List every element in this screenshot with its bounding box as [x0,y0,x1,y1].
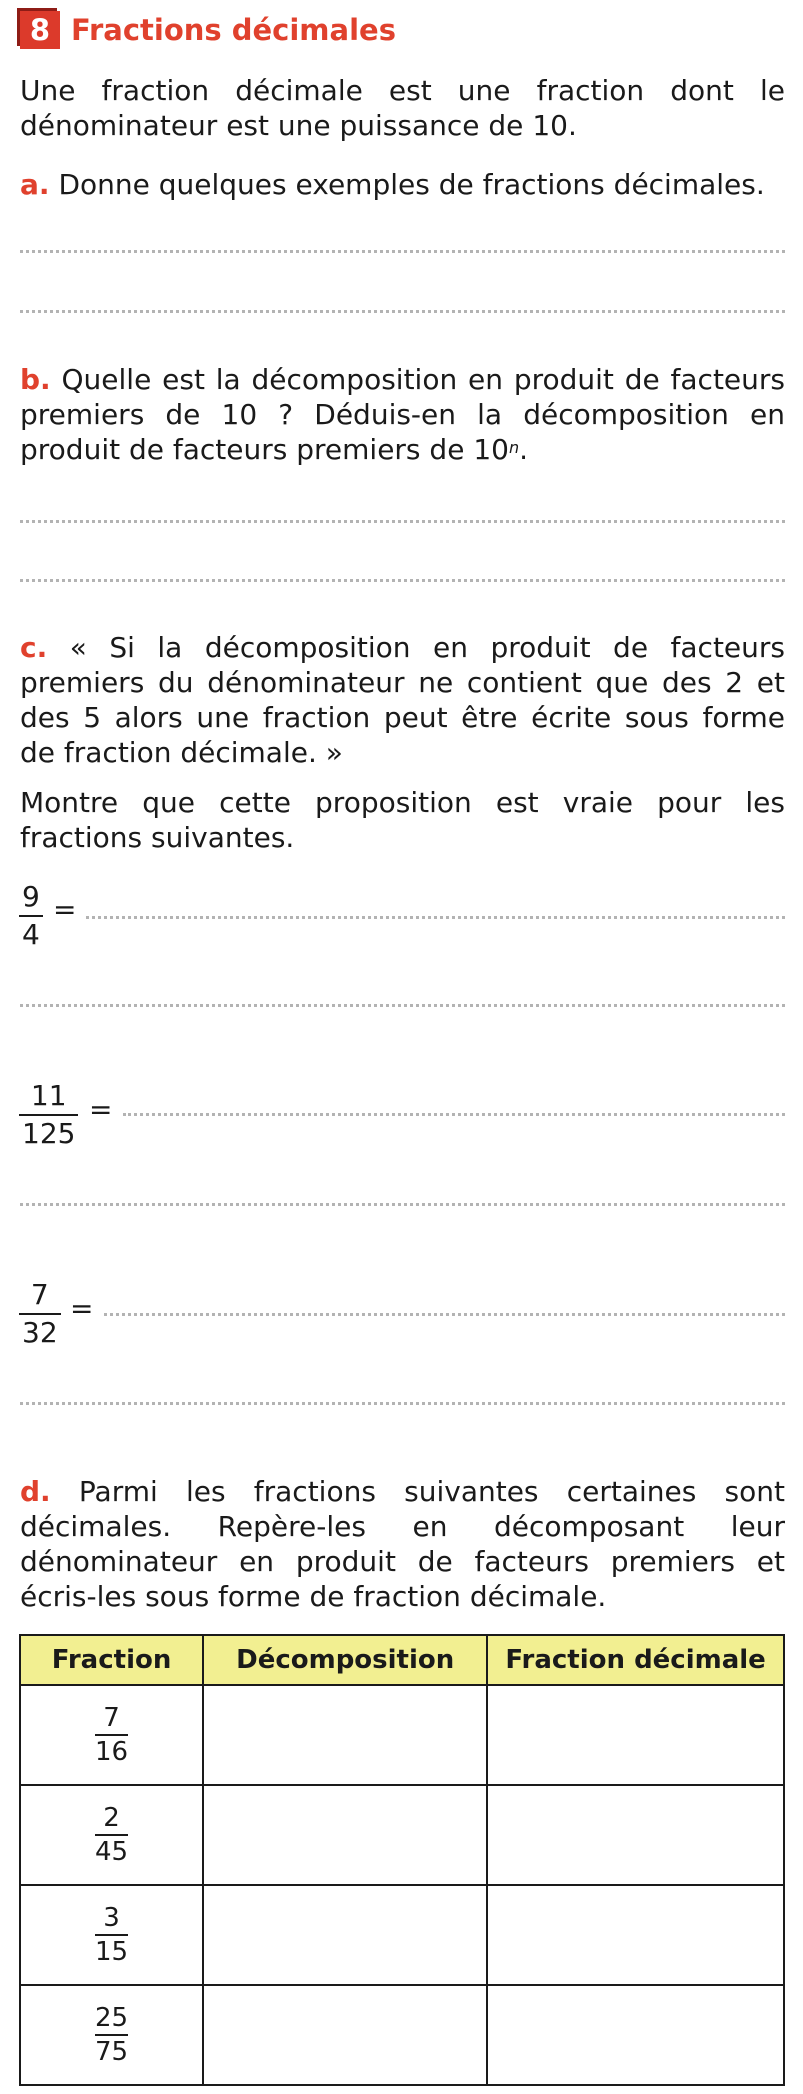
fraction-numerator: 3 [103,1903,120,1933]
equals-sign: = [89,1093,113,1126]
answer-line-c1a[interactable] [86,916,785,919]
answer-line-b2[interactable] [20,579,785,582]
fraction-7-32 [19,1278,61,1350]
question-a-text: Donne quelques exemples de fractions décimales. [58,168,765,201]
equals-sign: = [53,893,77,926]
fraction-numerator: 25 [95,2003,129,2033]
question-c-letter: c. [20,631,48,664]
question-c [20,630,785,770]
column-header-fraction: Fraction [20,1635,203,1685]
question-b-letter: b. [20,363,51,396]
answer-line-b1[interactable] [20,520,785,523]
table-fraction [95,1803,128,1867]
table-row [20,1985,784,2085]
question-b [20,362,785,467]
fraction-numerator: 2 [103,1803,120,1833]
answer-line-c3b[interactable] [20,1402,785,1405]
fraction-11-125 [19,1079,78,1151]
fraction-bar [19,915,43,917]
fraction-numerator: 7 [30,1278,49,1311]
fraction-numerator: 9 [22,880,40,913]
exercise-number-badge: 8 [20,11,60,49]
decimal-fraction-cell[interactable] [487,1685,784,1785]
table-row [20,1785,784,1885]
question-b-text: Quelle est la décomposition en produit de facteurs premiers de 10 ? Déduis-en la décomposition en produit de facteurs premiers de 10 [20,363,785,466]
answer-line-a1[interactable] [20,250,785,253]
answer-line-a2[interactable] [20,310,785,313]
table-fraction [95,2003,128,2067]
table-row [20,1685,784,1785]
fraction-denominator: 4 [22,918,40,951]
exercise-title: Fractions décimales [71,13,396,47]
fraction-cell [20,1685,203,1785]
fraction-denominator: 125 [22,1117,76,1150]
decimal-fraction-cell[interactable] [487,1785,784,1885]
table-row [20,1885,784,1985]
question-c-followup: Montre que cette proposition est vraie pour les fractions suivantes. [20,786,785,854]
fraction-bar [95,1834,128,1836]
table-fraction [95,1903,128,1967]
fraction-numerator: 7 [103,1703,120,1733]
equals-sign: = [70,1292,94,1325]
question-a-letter: a. [20,168,50,201]
decimal-fraction-cell[interactable] [487,1985,784,2085]
answer-line-c2b[interactable] [20,1203,785,1206]
column-header-decimal-fraction: Fraction décimale [487,1635,784,1685]
table-header-row [20,1635,784,1685]
fraction-denominator: 15 [95,1937,129,1967]
fraction-denominator: 45 [95,1837,129,1867]
fraction-bar [19,1313,61,1315]
decimal-fraction-cell[interactable] [487,1885,784,1985]
question-d-letter: d. [20,1475,51,1508]
fractions-table [19,1634,785,2086]
decomposition-cell[interactable] [203,1985,487,2085]
fraction-cell [20,1885,203,1985]
fraction-numerator: 11 [30,1079,67,1112]
question-d [20,1474,785,1614]
question-a [20,167,785,202]
decomposition-cell[interactable] [203,1785,487,1885]
fraction-denominator: 32 [22,1316,58,1349]
fraction-bar [95,1934,128,1936]
answer-line-c3a[interactable] [104,1313,785,1316]
exponent-n: n [508,438,520,457]
question-b-end: . [519,433,528,466]
intro-text: Une fraction décimale est une fraction dont le dénominateur est une puissance de 10. [20,74,785,142]
question-c-text: « Si la décomposition en produit de facteurs premiers du dénominateur ne contient que des 2 et des 5 alors une fraction peut être écrite sous forme de fraction décimale. » [20,631,785,769]
decomposition-cell[interactable] [203,1885,487,1985]
fraction-cell [20,1985,203,2085]
fraction-denominator: 75 [95,2037,129,2067]
question-d-text: Parmi les fractions suivantes certaines sont décimales. Repère-les en décomposant leur dénominateur en produit de facteurs premiers et écris-les sous forme de fraction décimale. [20,1475,785,1613]
decomposition-cell[interactable] [203,1685,487,1785]
fraction-cell [20,1785,203,1885]
table-fraction [95,1703,128,1767]
fraction-9-4 [19,880,43,952]
fraction-bar [19,1114,78,1116]
fraction-bar [95,1734,128,1736]
fraction-denominator: 16 [95,1737,129,1767]
answer-line-c1b[interactable] [20,1004,785,1007]
answer-line-c2a[interactable] [123,1113,785,1116]
fraction-bar [95,2034,128,2036]
column-header-decomposition: Décomposition [203,1635,487,1685]
